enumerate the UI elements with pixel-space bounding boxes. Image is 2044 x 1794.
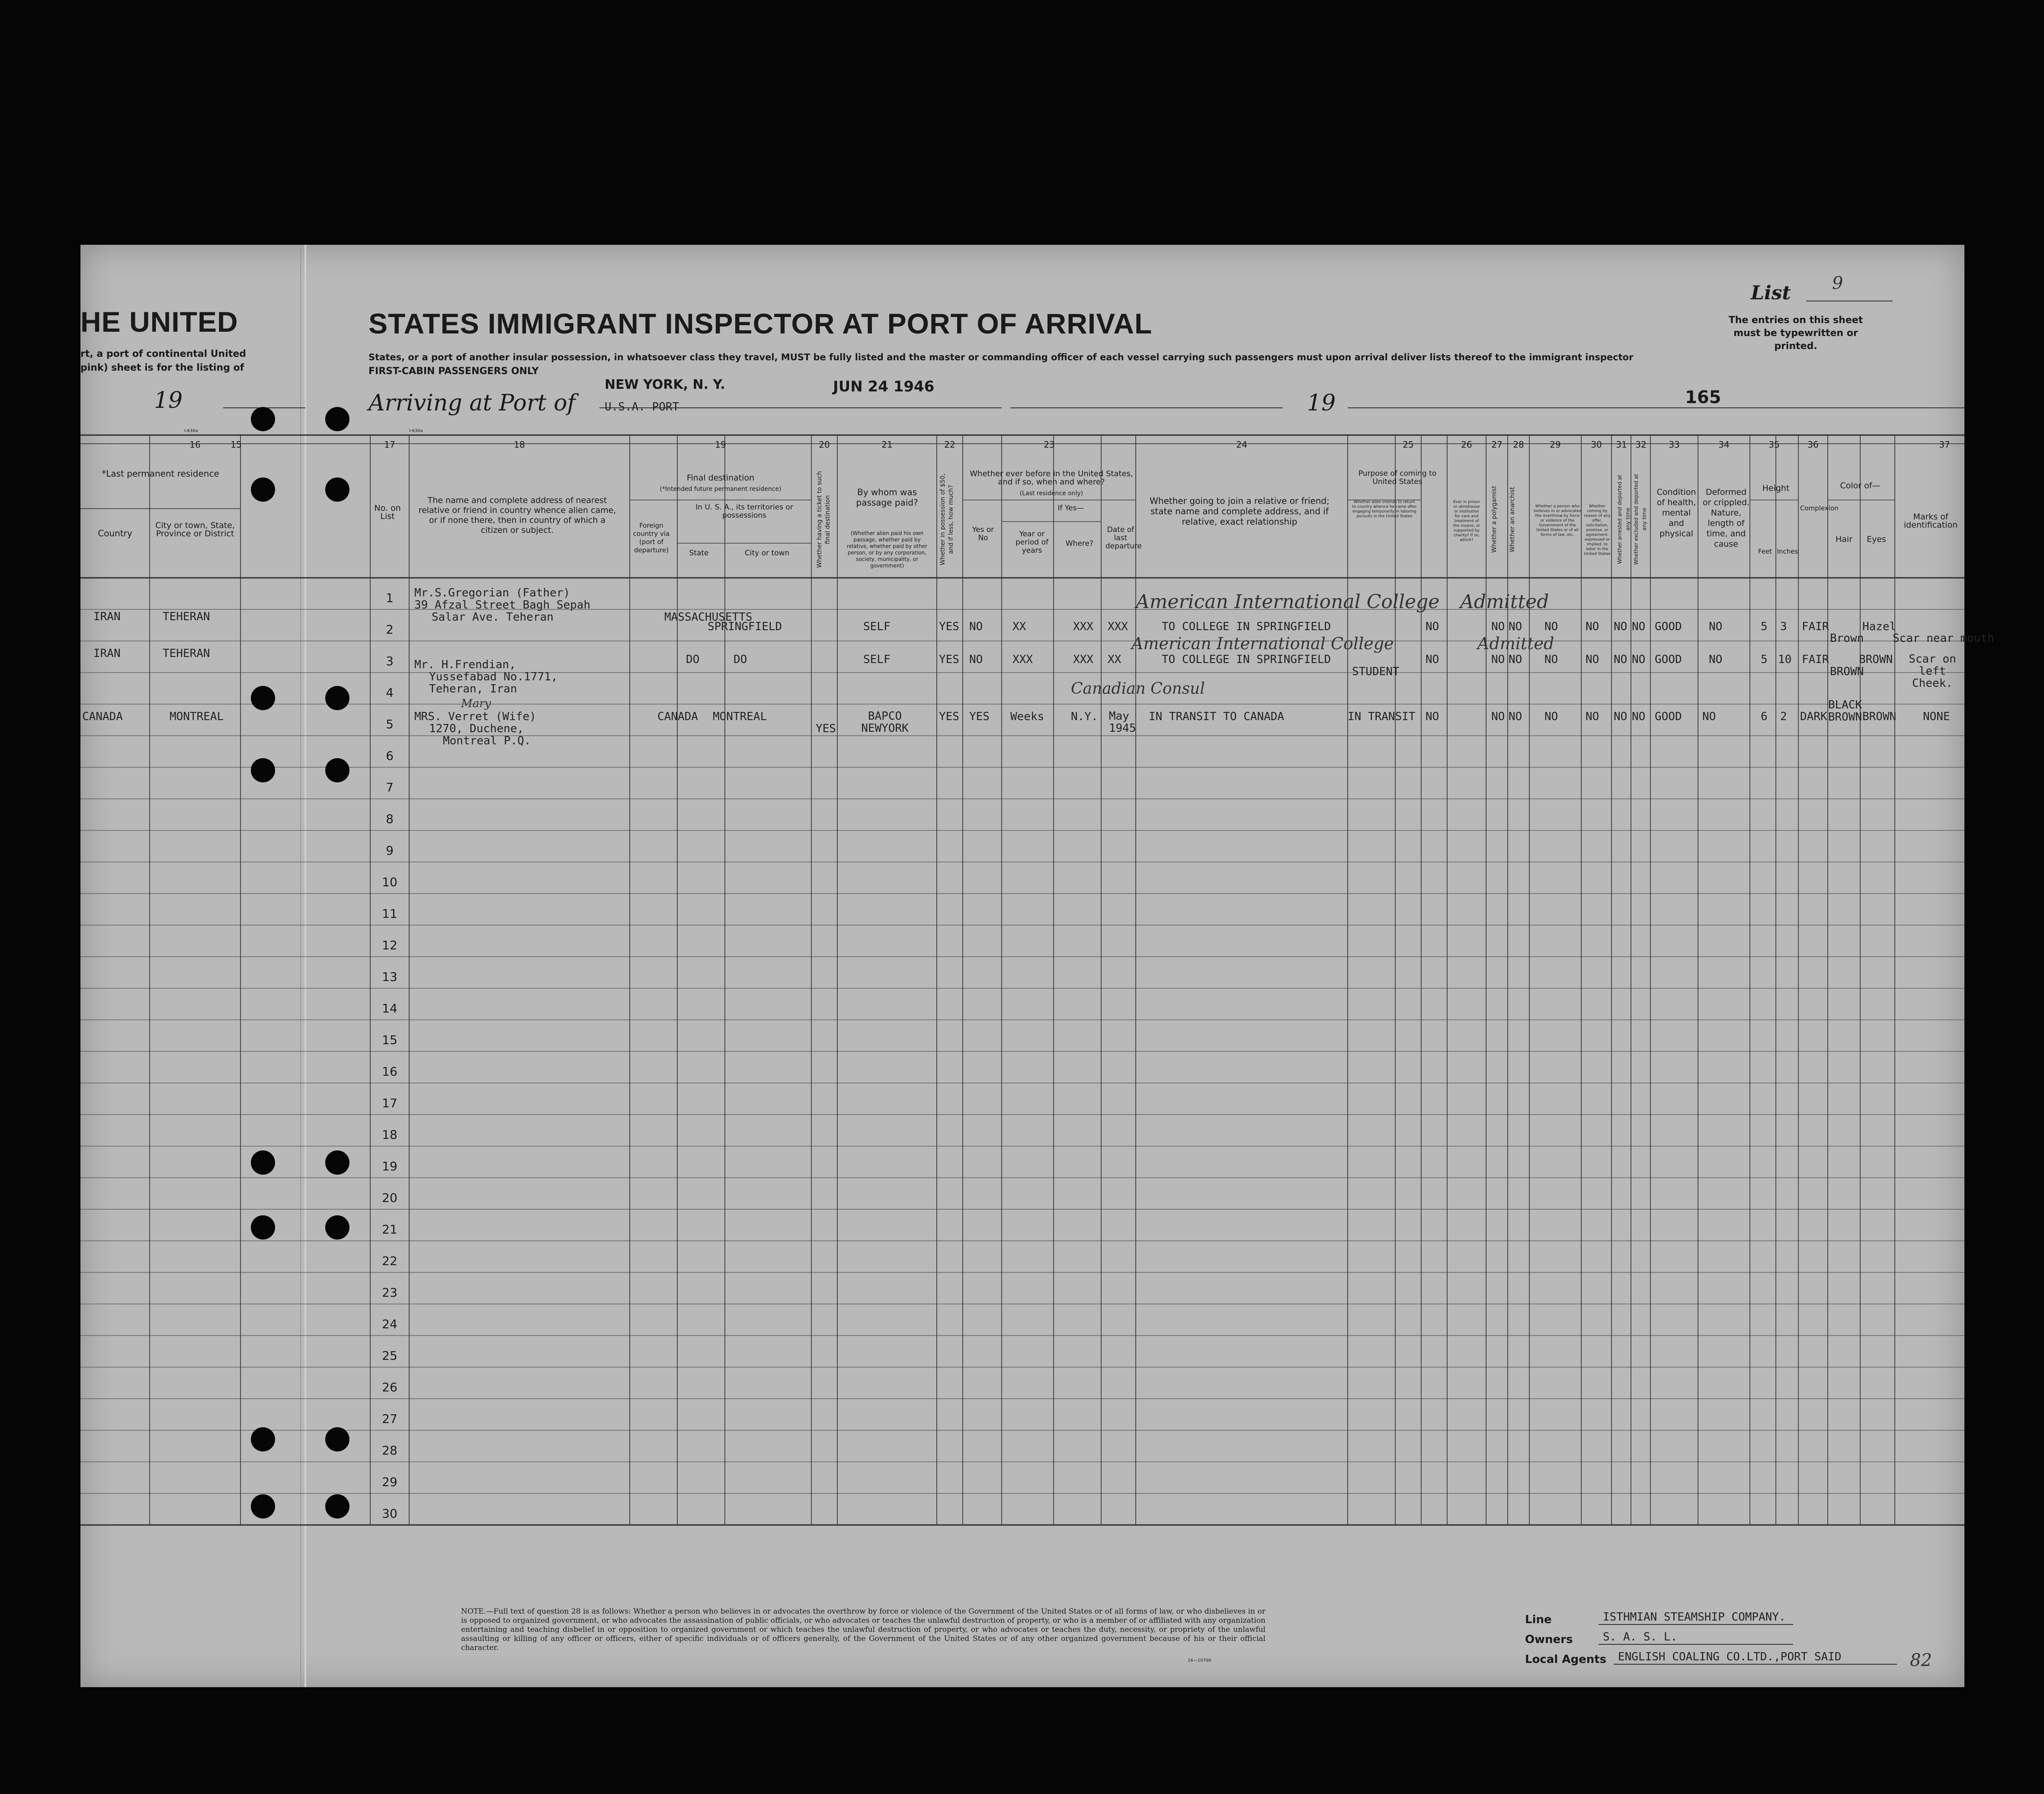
column-number: 15 [231,439,242,450]
left-form-code: I-630a [184,429,198,433]
row4-feet: 6 [1761,710,1768,723]
instruction-text: States, or a port of another insular possession, in whatsoever class they travel, MUST be fully listed and the master or commanding officer of each vessel carrying such passengers must upon arrival deliver lists thereof to the immigrant inspector [368,352,1634,362]
header-date-last-departure: Date of last departure [1105,525,1142,551]
footer-form-code: 16—10700 [1188,1658,1211,1663]
row1-c29: NO [1586,620,1599,633]
row4-c26: NO [1491,710,1505,723]
row2-country: IRAN [93,647,121,660]
header-join-relative: Whether going to join a relative or friend; state name and complete address, and if relative, exact relationship [1150,496,1330,527]
header-ever-before: Whether ever before in the United States, and if so, when and where? [970,469,1133,487]
row-number: 17 [382,1096,397,1110]
column-number: 34 [1718,439,1730,450]
row1-where: XXX [1073,620,1093,633]
header-ever-before-sub: (Last residence only) [1019,490,1083,497]
header-passage-paid-sub: (Whether alien paid his own passage, whether paid by relative, whether paid by other person, or by any corporation, society, municipality, or government) [846,530,928,569]
left-text-line1: rt, a port of continental United [80,349,247,359]
table-grid [80,245,1964,1687]
header-polygamist: Whether a polygamist [1491,486,1498,553]
row2-feet: 5 [1761,653,1768,666]
row2-inches: 10 [1778,653,1792,666]
header-country: Country [98,528,132,538]
row1-years: XX [1012,620,1026,633]
footer-agents-value: ENGLISH COALING CO.LTD.,PORT SAID [1618,1650,1842,1663]
header-health: Condition of health, mental and physical [1656,487,1696,538]
footer-owners-label: Owners [1525,1633,1573,1646]
header-final-destination-sub: (*Intended future permanent residence) [660,486,782,493]
row-number: 4 [386,686,394,700]
row1-hair: Brown [1830,632,1864,645]
row2-c30: NO [1614,653,1628,666]
row2-relative-2: Yussefabad No.1771, [429,670,558,683]
punch-hole [325,686,349,710]
class-line: FIRST-CABIN PASSENGERS ONLY [368,366,539,377]
row-number: 11 [382,907,397,921]
header-year-period: Year or period of years [1016,530,1048,555]
header-eyes: Eyes [1867,535,1886,544]
row2-complexion: FAIR [1802,653,1829,666]
row1-marks: Scar near mouth [1893,632,1994,645]
row1-eyes: Hazel [1862,620,1897,633]
footer-corner-mark: 82 [1910,1650,1932,1670]
row1-paid: SELF [863,620,891,633]
left-text-line2: pink) sheet is for the listing of [80,362,244,373]
row2-years: XXX [1012,653,1033,666]
row-number: 3 [386,654,394,668]
header-state: State [689,549,709,557]
header-foreign-via: Foreign country via (port of departure) [633,522,670,554]
handwriting-row2-college: American International College [1131,634,1394,653]
row4-money: YES [939,710,959,723]
row4-city-town: MONTREAL [713,710,767,723]
punch-hole [325,1494,349,1518]
punch-hole [251,1494,275,1518]
row-number: 2 [386,622,394,637]
punch-hole [251,1150,275,1175]
row1-complexion: FAIR [1802,620,1829,633]
header-anarchist: Whether an anarchist [1509,487,1516,552]
row1-inches: 3 [1780,620,1787,633]
column-number: 27 [1491,439,1503,450]
header-overthrow: Whether a person who believes in or advocates the overthrow by force or violence of the Government of the United States or of all forms of law, etc. [1534,504,1581,537]
row2-health: GOOD [1655,653,1682,666]
left-year-prefix: 19 [154,388,183,413]
column-number: 22 [944,439,955,450]
punch-hole [325,1215,349,1240]
page-title: STATES IMMIGRANT INSPECTOR AT PORT OF ARRIVAL [368,308,1153,340]
punch-hole [251,1215,275,1240]
row-number: 23 [382,1285,397,1300]
header-city: City or town, State, Province or District [155,521,235,538]
form-code: I-630a [409,429,423,433]
row-number: 20 [382,1191,397,1205]
row2-before: NO [969,653,983,666]
row-number: 24 [382,1317,397,1331]
row2-purpose: STUDENT [1352,665,1400,678]
column-number: 20 [819,439,830,450]
row-number: 21 [382,1222,397,1237]
row2-paid: SELF [863,653,891,666]
date-stamp: JUN 24 1946 [833,378,935,395]
column-number: 28 [1513,439,1524,450]
port-typed-2: U.S.A. PORT [605,400,679,413]
header-passage-paid: By whom was passage paid? [856,487,918,508]
header-ticket: Whether having a ticket to such final destination [816,471,831,568]
header-arrested: Whether arrested and deported at any time [1617,474,1631,564]
row4-relative-2: 1270, Duchene, [429,722,524,735]
row-number: 28 [382,1443,397,1458]
footer-owners-value: S. A. S. L. [1603,1631,1678,1643]
row4-c25: NO [1426,710,1439,723]
row4-purpose: IN TRANSIT [1348,710,1416,723]
row2-city: TEHERAN [163,647,210,660]
year-label: 19 [1307,390,1336,416]
row2-date: XX [1108,653,1121,666]
punch-hole [325,407,349,431]
row4-marks: NONE [1923,710,1950,723]
row-number: 7 [386,780,394,794]
row4-country: CANADA [82,710,123,723]
header-if-yes: If Yes— [1057,504,1084,513]
header-relative-address: The name and complete address of nearest relative or friend in country whence alien came, or if none there, then in country of which a citizen or subject. [418,496,616,535]
row2-relative-3: Teheran, Iran [429,682,517,695]
row2-marks: Scar on left Cheek. [1909,653,1956,690]
column-number: 23 [1044,439,1055,450]
row4-c31: NO [1632,710,1646,723]
row4-inches: 2 [1780,710,1787,723]
row4-eyes: BROWN [1862,710,1897,723]
row4-ticket: YES [816,722,836,735]
row-number: 26 [382,1380,397,1394]
row4-c27: NO [1509,710,1522,723]
row-number: 30 [382,1506,397,1521]
row4-paid: BAPCO NEWYORK [861,710,909,735]
header-hair: Hair [1835,535,1853,544]
row-number: 19 [382,1159,397,1173]
row-number: 15 [382,1033,397,1047]
column-number: 19 [715,439,726,450]
row1-before: NO [969,620,983,633]
row4-date: May 1945 [1109,710,1136,735]
header-marks: Marks of identification [1903,512,1958,530]
header-height: Height [1762,484,1790,493]
row2-c29: NO [1586,653,1599,666]
row2-where: XXX [1073,653,1093,666]
row4-c28: NO [1544,710,1558,723]
row-number: 9 [386,843,394,858]
column-number: 17 [384,439,395,450]
row4-before: YES [969,710,990,723]
row4-c30: NO [1614,710,1628,723]
punch-hole [251,758,275,782]
row1-relative-1: Mr.S.Gregorian (Father) [414,586,570,599]
handwriting-row2-admitted: Admitted [1477,634,1554,653]
row1-c26: NO [1491,620,1505,633]
column-number: 32 [1635,439,1647,450]
row2-money: YES [939,653,959,666]
header-complexion: Complexion [1800,504,1839,512]
header-yes-no: Yes or No [972,525,994,542]
footer-line-value: ISTHMIAN STEAMSHIP COMPANY. [1603,1611,1786,1624]
row1-city-town: SPRINGFIELD [708,620,782,633]
row1-deformed: NO [1709,620,1723,633]
row-number: 1 [386,591,394,605]
row4-join: IN TRANSIT TO CANADA [1149,710,1285,723]
row-number: 14 [382,1001,397,1016]
row-number: 10 [382,875,397,889]
row2-c26: NO [1491,653,1505,666]
column-number: 37 [1939,439,1950,450]
header-offer-labor: Whether coming by reason of any offer, solicitation, promise, or agreement, expressed or implied, to labor in the United States [1584,504,1611,556]
row4-complexion: DARK [1800,710,1827,723]
row2-join: TO COLLEGE IN SPRINGFIELD [1162,653,1331,666]
row1-health: GOOD [1655,620,1682,633]
page-number: 165 [1685,388,1721,407]
footer-line-label: Line [1525,1613,1552,1626]
row-number: 27 [382,1412,397,1426]
punch-hole [251,477,275,502]
footer-note: NOTE.—Full text of question 28 is as follows: Whether a person who believes in or advocates the overthrow by force or violence of the Government of the United States or of all forms of law, or who disbelieves in or is opposed to organized government, or who advocates the assassination of public officials, or who advocates or teaches the unlawful destruction of property, or who is a member of or affiliated with any organization entertaining and teaching disbelief in or opposition to organized government or which teaches the unlawful destruction of property, or who advocates or teaches the duty, necessity, or propriety of the unlawful assaulting or killing of any officer or officers, either of specific individuals or of officers generally, of the Government of the United States or of any other organized government because of his or their official character. [461,1607,1265,1652]
punch-hole [251,686,275,710]
column-number: 18 [514,439,525,450]
row2-eyes: BROWN [1859,653,1893,666]
handwriting-row3-name: Mary [461,697,491,710]
column-number: 26 [1461,439,1472,450]
header-possession-50: Whether in possession of $50, and if less, how much? [939,474,955,565]
punch-hole [251,1427,275,1451]
row-number: 6 [386,749,394,763]
row1-city: TEHERAN [163,610,210,623]
row4-c29: NO [1586,710,1599,723]
list-number: 9 [1832,273,1843,293]
row4-relative-3: Montreal P.Q. [443,734,531,747]
row-number: 22 [382,1254,397,1268]
header-inches: Inches [1777,548,1798,555]
header-color-of: Color of— [1840,481,1881,490]
handwriting-row3-consul: Canadian Consul [1071,680,1205,698]
row-number: 16 [382,1064,397,1079]
column-number: 25 [1403,439,1414,450]
row2-c25: NO [1426,653,1439,666]
row4-hair: BLACK BROWN [1828,698,1862,724]
row1-money: YES [939,620,959,633]
row1-state: MASSACHUSETTS [664,611,753,624]
header-purpose: Purpose of coming to United States [1358,469,1437,486]
punch-hole [251,407,275,431]
column-number: 36 [1807,439,1819,450]
handwriting-row1-college: American International College [1136,591,1440,613]
row1-c31: NO [1632,620,1646,633]
row1-c25: NO [1426,620,1439,633]
header-purpose-a: Whether alien intends to return to country whence he came after engaging temporarily in laboring pursuits in the United States [1352,500,1417,519]
row-number: 18 [382,1128,397,1142]
row-number: 25 [382,1349,397,1363]
row1-c27: NO [1509,620,1522,633]
port-typed: NEW YORK, N. Y. [605,377,725,392]
row4-state: CANADA [657,710,698,723]
row2-hair: BROWN [1830,665,1864,678]
row1-country: IRAN [93,610,121,623]
row-number: 12 [382,938,397,952]
typewritten-note: The entries on this sheet must be typewritten or printed. [1728,315,1863,352]
row4-years: Weeks [1010,710,1044,723]
row1-join: TO COLLEGE IN SPRINGFIELD [1162,620,1331,633]
row1-feet: 5 [1761,620,1768,633]
row2-deformed: NO [1709,653,1723,666]
row4-city: MONTREAL [170,710,224,723]
row1-c30: NO [1614,620,1628,633]
column-number: 29 [1550,439,1561,450]
punch-hole [325,758,349,782]
header-city-town: City or town [744,549,790,557]
row1-relative-3: Salar Ave. Teheran [432,611,554,624]
footer-agents-label: Local Agents [1525,1653,1607,1666]
column-number: 33 [1669,439,1680,450]
header-final-destination: Final destination [686,473,755,483]
column-number: 21 [881,439,893,450]
header-no-on-list: No. on List [374,503,401,521]
row2-relative-1: Mr. H.Frendian, [414,658,516,671]
column-number: 24 [1236,439,1247,450]
arriving-label: Arriving at Port of [368,390,576,416]
column-number: 16 [189,439,201,450]
row4-relative-1: MRS. Verret (Wife) [414,710,536,723]
row-number: 29 [382,1475,397,1489]
row4-where: N.Y. [1071,710,1098,723]
header-where: Where? [1065,539,1094,548]
row2-state: DO [686,653,700,666]
row2-c27: NO [1509,653,1522,666]
header-deformed: Deformed or crippled. Nature, length of time, and cause [1702,487,1750,549]
row1-relative-2: 39 Afzal Street Bagh Sepah [414,599,590,612]
list-label: List [1751,282,1791,304]
header-excluded: Whether excluded and deported at any time [1633,474,1647,565]
manifest-sheet [80,245,1994,1687]
row-number: 8 [386,812,394,826]
punch-hole [325,477,349,502]
row4-health: GOOD [1655,710,1682,723]
row2-c28: NO [1544,653,1558,666]
row4-deformed: NO [1702,710,1716,723]
header-feet: Feet [1758,548,1772,555]
row-number: 13 [382,970,397,984]
column-number: 35 [1768,439,1780,450]
punch-hole [325,1150,349,1175]
punch-hole [325,1427,349,1451]
row1-date: XXX [1108,620,1128,633]
row-number: 5 [386,717,394,731]
header-ever-prison: Ever in prison or almshouse or institution for care and treatment of the insane, or supported by charity? If so, which? [1453,500,1480,542]
column-number: 30 [1591,439,1602,450]
header-last-residence: *Last permanent residence [102,468,219,479]
header-in-usa: In U. S. A., its territories or possessions [695,503,793,520]
handwriting-row1-admitted: Admitted [1460,591,1549,613]
left-title-fragment: HE UNITED [80,306,238,338]
row2-c31: NO [1632,653,1646,666]
row2-city-town: DO [734,653,747,666]
row1-c28: NO [1544,620,1558,633]
column-number: 31 [1616,439,1627,450]
